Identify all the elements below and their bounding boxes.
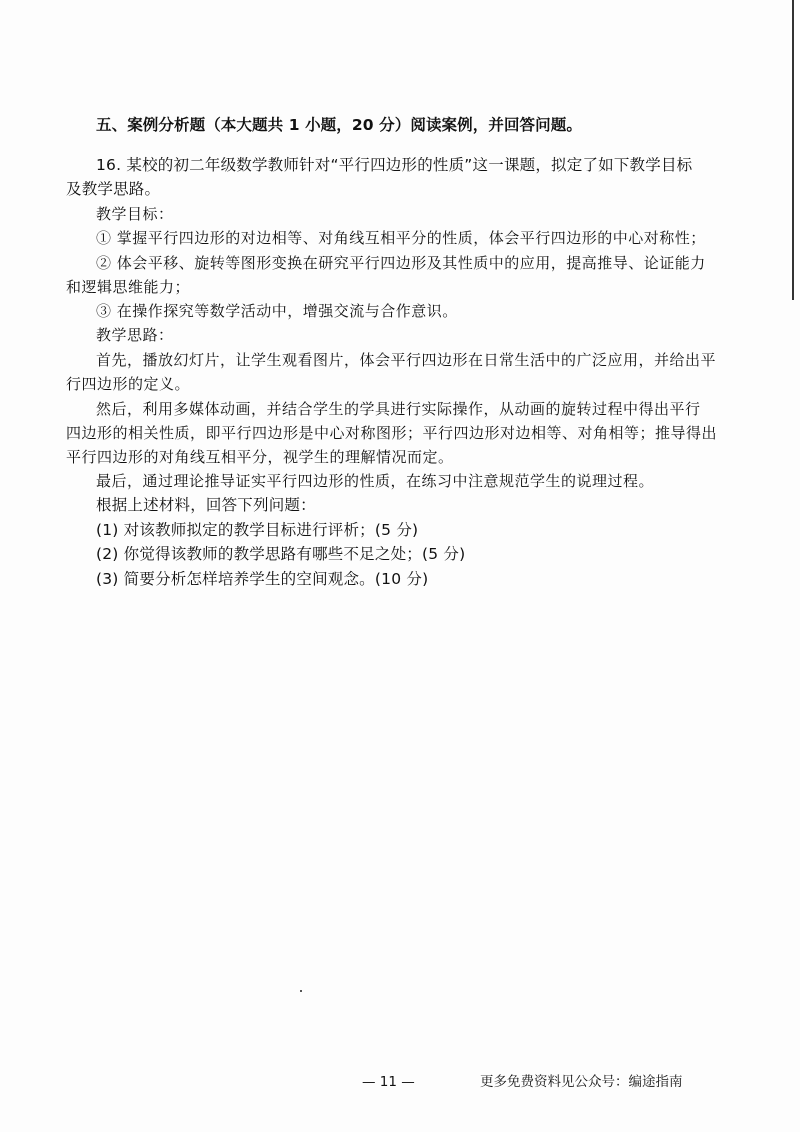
idea-1-line2: 行四边形的定义。 <box>66 375 191 393</box>
scan-speck <box>300 990 302 992</box>
section-heading: 五、案例分析题（本大题共 1 小题，20 分）阅读案例，并回答问题。 <box>96 116 582 134</box>
question-intro-line2: 及教学思路。 <box>66 180 161 198</box>
sub-question-2: (2) 你觉得该教师的教学思路有哪些不足之处；(5 分) <box>96 545 466 563</box>
sub-question-1: (1) 对该教师拟定的教学目标进行评析；(5 分) <box>96 521 419 539</box>
ideas-title: 教学思路： <box>96 326 174 344</box>
scan-edge-line <box>792 0 794 300</box>
footer-note: 更多免费资料见公众号：编途指南 <box>480 1074 683 1090</box>
page-number: — 11 — <box>362 1074 415 1090</box>
goal-3: ③ 在操作探究等数学活动中，增强交流与合作意识。 <box>96 302 458 320</box>
sub-question-3: (3) 简要分析怎样培养学生的空间观念。(10 分) <box>96 570 429 588</box>
goal-2-line2: 和逻辑思维能力； <box>66 278 191 296</box>
goal-2-line1: ② 体会平移、旋转等图形变换在研究平行四边形及其性质中的应用，提高推导、论证能力 <box>96 254 706 272</box>
question-intro-line1: 16. 某校的初二年级数学教师针对“平行四边形的性质”这一课题，拟定了如下教学目标 <box>96 156 693 174</box>
questions-prompt: 根据上述材料，回答下列问题： <box>96 496 316 514</box>
goals-title: 教学目标： <box>96 205 174 223</box>
idea-2-line2: 四边形的相关性质，即平行四边形是中心对称图形；平行四边形对边相等、对角相等；推导得出 <box>66 424 718 442</box>
goal-1: ① 掌握平行四边形的对边相等、对角线互相平分的性质，体会平行四边形的中心对称性； <box>96 229 706 247</box>
idea-1-line1: 首先，播放幻灯片，让学生观看图片，体会平行四边形在日常生活中的广泛应用，并给出平 <box>96 351 717 369</box>
idea-2-line1: 然后，利用多媒体动画，并结合学生的学具进行实际操作，从动画的旋转过程中得出平行 <box>96 400 701 418</box>
idea-3: 最后，通过理论推导证实平行四边形的性质，在练习中注意规范学生的说理过程。 <box>96 472 655 490</box>
idea-2-line3: 平行四边形的对角线互相平分，视学生的理解情况而定。 <box>66 448 454 466</box>
